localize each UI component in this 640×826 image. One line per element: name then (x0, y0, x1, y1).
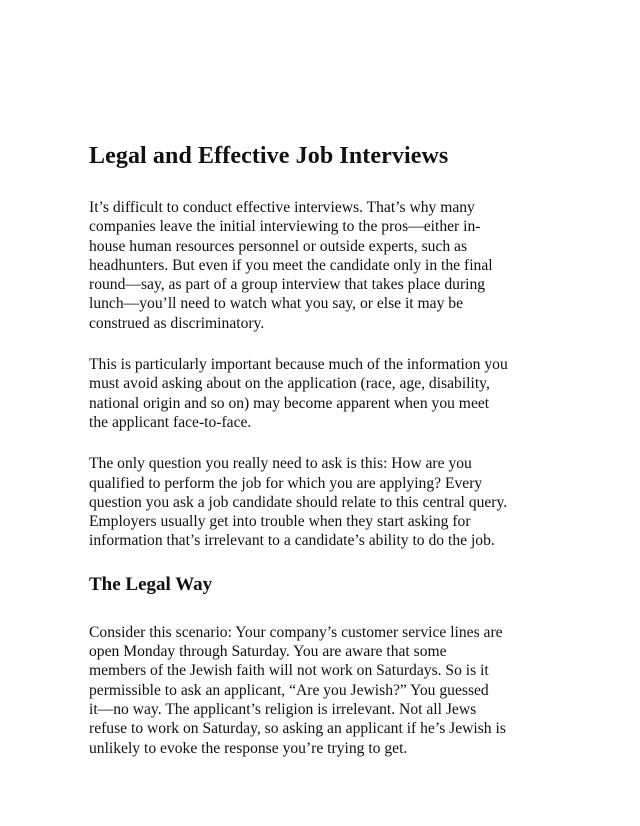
text-line: open Monday through Saturday. You are aware that some (89, 643, 447, 661)
text-line: house human resources personnel or outside experts, such as (89, 237, 468, 255)
text-line: members of the Jewish faith will not work on Saturdays. So is it (89, 662, 489, 680)
document-page (89, 140, 529, 780)
text-line: permissible to ask an applicant, “Are you Jewish?” You guessed (89, 681, 489, 699)
text-line: national origin and so on) may become apparent when you meet (89, 394, 490, 412)
text-line: must avoid asking about on the application (race, age, disability, (89, 375, 490, 393)
paragraph-intro-1 (89, 198, 529, 333)
text-line: the applicant face-to-face. (89, 413, 252, 431)
text-line: Employers usually get into trouble when they start asking for (89, 513, 471, 531)
text-line: construed as discriminatory. (89, 314, 265, 332)
text-line: lunch—you’ll need to watch what you say, or else it may be (89, 295, 464, 313)
paragraph-intro-3 (89, 454, 529, 550)
text-line: Consider this scenario: Your company’s customer service lines are (89, 623, 503, 641)
text-line: unlikely to evoke the response you’re trying to get. (89, 739, 408, 757)
paragraph-section-1 (89, 623, 529, 758)
text-line: round—say, as part of a group interview that takes place during (89, 276, 486, 294)
section-heading: The Legal Way (89, 573, 213, 595)
text-line: question you ask a job candidate should relate to this central query. (89, 493, 508, 511)
text-line: This is particularly important because much of the information you (89, 356, 508, 374)
document-title: Legal and Effective Job Interviews (89, 143, 449, 169)
text-line: The only question you really need to ask is this: How are you (89, 455, 472, 473)
paragraph-intro-2 (89, 355, 529, 432)
text-line: headhunters. But even if you meet the candidate only in the final (89, 256, 493, 274)
text-line: refuse to work on Saturday, so asking an applicant if he’s Jewish is (89, 720, 506, 738)
text-line: information that’s irrelevant to a candidate’s ability to do the job. (89, 532, 495, 550)
text-line: it—no way. The applicant’s religion is irrelevant. Not all Jews (89, 700, 477, 718)
text-line: qualified to perform the job for which you are applying? Every (89, 474, 483, 492)
text-line: It’s difficult to conduct effective interviews. That’s why many (89, 199, 475, 216)
text-line: companies leave the initial interviewing to the pros—either in- (89, 218, 481, 236)
